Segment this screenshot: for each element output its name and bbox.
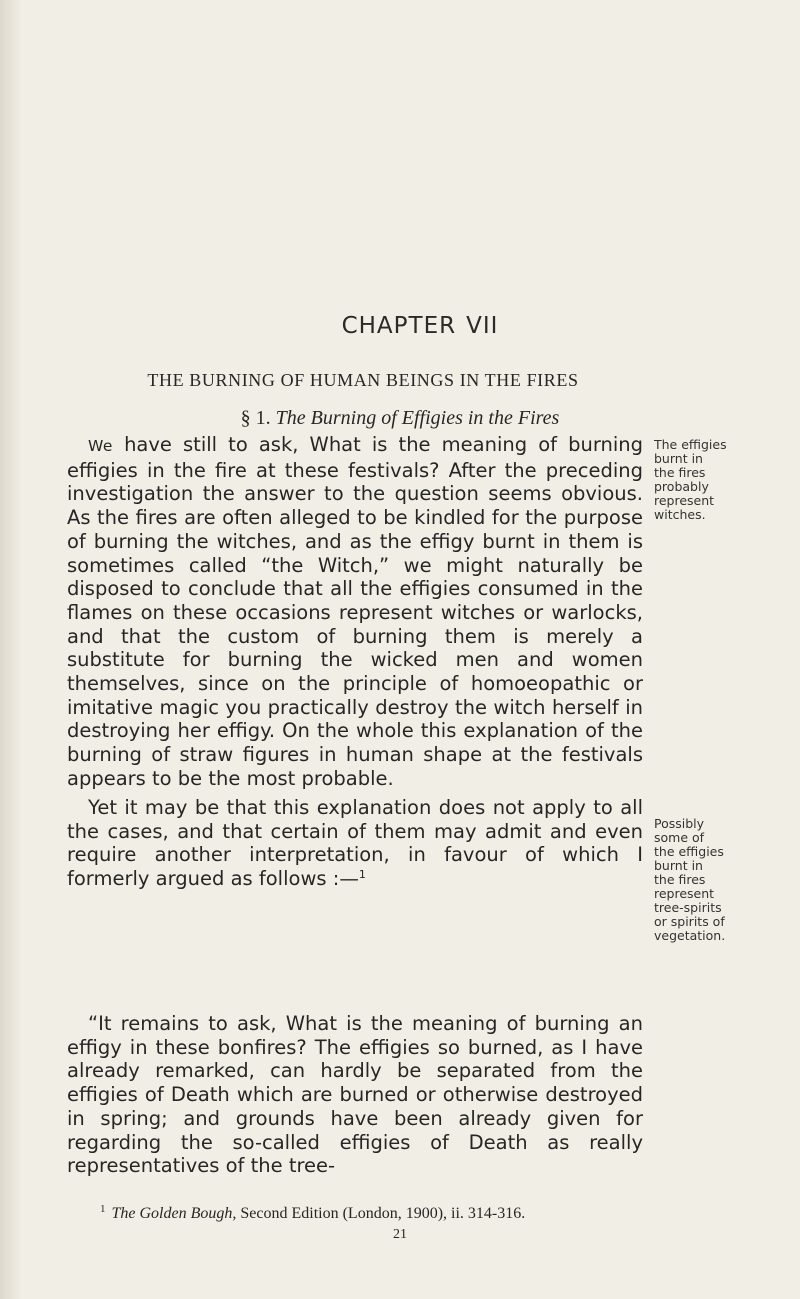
margin-note-line: Possibly xyxy=(654,816,705,831)
margin-note-line: witches. xyxy=(654,507,706,522)
margin-note-line: some of xyxy=(654,830,705,845)
paragraph-lead-word: We xyxy=(88,437,113,455)
footnote-book-title: The Golden Bough, xyxy=(111,1205,237,1222)
paragraph-2-text: Yet it may be that this explanation does not apply to all the cases, and that certain of them may admit and even require another interpretation, in favour of which I formerly argued as follows :— xyxy=(67,796,643,891)
margin-note-line: tree-spirits xyxy=(654,900,722,915)
margin-note-line: the fires xyxy=(654,465,706,480)
margin-note-line: vegetation. xyxy=(654,928,726,943)
chapter-label: CHAPTER xyxy=(341,313,457,339)
margin-note-line: probably xyxy=(654,479,709,494)
footnote-reference[interactable]: 1 xyxy=(358,868,366,882)
paragraph-3 xyxy=(67,1012,643,1178)
margin-note-line: represent xyxy=(654,886,715,901)
section-symbol: § xyxy=(240,407,251,429)
paragraph-1-text: have still to ask, What is the meaning of burning effigies in the fire at these festivals? After the preceding investigation the answer to the question seems obvious. As the fires are often alleged to be kindled for the purpose of burning the witches, and as the effigy burnt in them is sometimes called “the Witch,” we might naturally be disposed to conclude that all the effigies consumed in the flames on these occasions represent witches or warlocks, and that the custom of burning them is merely a substitute for burning the wicked men and women themselves, since on the principle of homoeopathic or imitative magic you practically destroy the witch herself in destroying her effigy. On the whole this explanation of the burning of straw figures in human shape at the festivals appears to be the most probable. xyxy=(67,433,644,790)
margin-note-line: the fires xyxy=(654,872,706,887)
paragraph-3-text: “It remains to ask, What is the meaning of burning an effigy in these bonfires? The effigies so burned, as I have already remarked, can hardly be separated from the effigies of Death which are burned or otherwise destroyed in spring; and grounds have been already given for regarding the so-called effigies of Death as really representatives of the tree- xyxy=(67,1012,643,1178)
margin-note-line: The effigies xyxy=(654,437,727,452)
margin-note-line: represent xyxy=(654,493,715,508)
section-heading xyxy=(0,407,800,430)
section-number: 1. xyxy=(255,407,271,429)
footnote-marker: 1 xyxy=(100,1203,106,1215)
page-edge-shadow xyxy=(0,0,22,1299)
paragraph-2 xyxy=(67,796,643,891)
margin-note-2 xyxy=(654,817,774,943)
chapter-number: VII xyxy=(466,313,499,339)
footnote xyxy=(100,1203,660,1223)
chapter-subtitle: THE BURNING OF HUMAN BEINGS IN THE FIRES xyxy=(147,370,579,390)
footnote-text: Second Edition (London, 1900), ii. 314-316. xyxy=(240,1205,526,1222)
margin-note-line: or spirits of xyxy=(654,914,725,929)
page-number: 21 xyxy=(393,1227,407,1242)
section-title: The Burning of Effigies in the Fires xyxy=(275,407,560,429)
margin-note-line: the effigies xyxy=(654,844,724,859)
margin-note-1 xyxy=(654,438,774,522)
chapter-heading xyxy=(0,313,800,339)
paragraph-1 xyxy=(67,433,643,791)
margin-note-line: burnt in xyxy=(654,858,703,873)
margin-note-line: burnt in xyxy=(654,451,703,466)
